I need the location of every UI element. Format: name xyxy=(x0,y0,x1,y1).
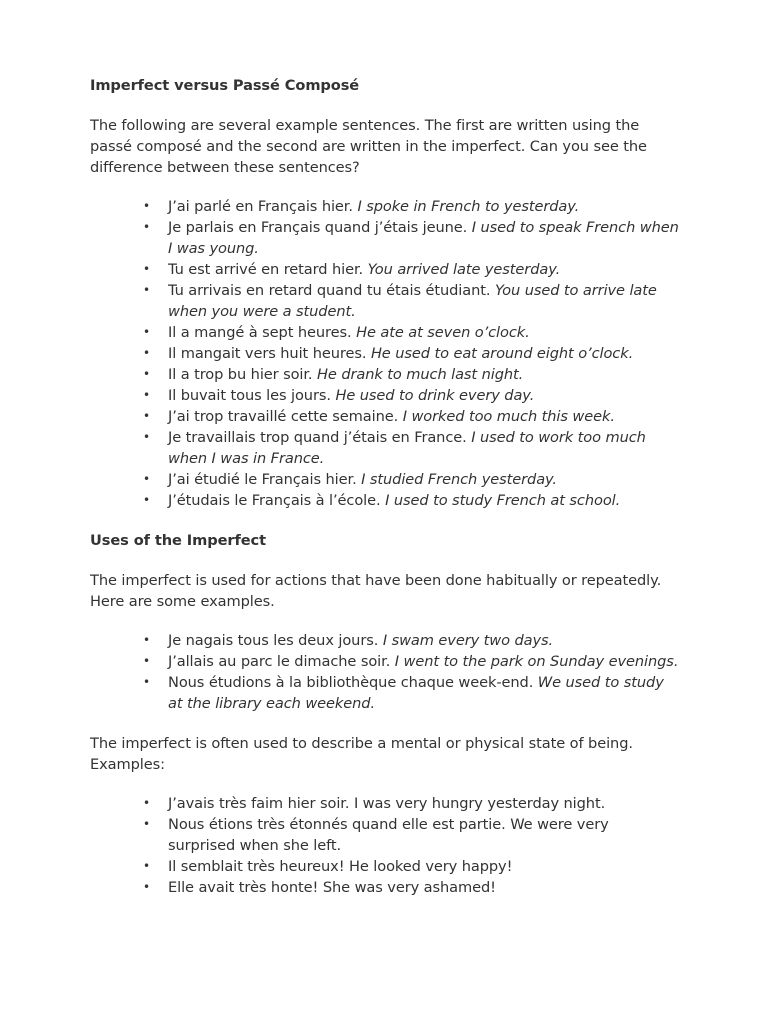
english-translation: I used to speak French when I was young. xyxy=(168,219,679,257)
english-translation: He ate at seven o’clock. xyxy=(356,324,530,341)
list-item xyxy=(143,343,680,364)
english-translation: He looked very happy! xyxy=(349,858,513,875)
list-item xyxy=(143,322,680,343)
french-sentence: Nous étions très étonnés quand elle est partie. xyxy=(168,816,506,833)
french-sentence: J’ai trop travaillé cette semaine. xyxy=(168,408,399,425)
list-item xyxy=(143,469,680,490)
list-item xyxy=(143,490,680,511)
list-item xyxy=(143,217,680,259)
list-item xyxy=(143,877,680,898)
english-translation: She was very ashamed! xyxy=(322,879,496,896)
list-item xyxy=(143,364,680,385)
bullet-icon: • xyxy=(143,817,150,831)
english-translation: I swam every two days. xyxy=(382,632,554,649)
list-item xyxy=(143,406,680,427)
english-translation: We were very surprised when she left. xyxy=(168,816,609,854)
list-item xyxy=(143,856,680,877)
section-heading-imperfect-vs-passe-compose: Imperfect versus Passé Composé xyxy=(90,77,360,94)
french-sentence: J’ai parlé en Français hier. xyxy=(168,198,353,215)
english-translation: You arrived late yesterday. xyxy=(367,261,561,278)
list-item xyxy=(143,814,680,856)
french-sentence: J’ai étudié le Français hier. xyxy=(168,471,357,488)
french-sentence: J’allais au parc le dimache soir. xyxy=(168,653,391,670)
list-item xyxy=(143,385,680,406)
french-sentence: Il semblait très heureux! xyxy=(168,858,345,875)
list-item xyxy=(143,651,680,672)
french-sentence: Il buvait tous les jours. xyxy=(168,387,331,404)
bullet-icon: • xyxy=(143,493,150,507)
example-list-habitual xyxy=(90,630,680,714)
bullet-icon: • xyxy=(143,325,150,339)
french-sentence: Elle avait très honte! xyxy=(168,879,319,896)
example-list-comparison xyxy=(90,196,680,511)
bullet-icon: • xyxy=(143,430,150,444)
english-translation: I worked too much this week. xyxy=(402,408,615,425)
english-translation: He drank to much last night. xyxy=(317,366,524,383)
english-translation: You used to arrive late when you were a student. xyxy=(168,282,657,320)
list-item xyxy=(143,196,680,217)
french-sentence: Il a trop bu hier soir. xyxy=(168,366,313,383)
list-item xyxy=(143,630,680,651)
list-item xyxy=(143,280,680,322)
section-heading-uses-of-imperfect: Uses of the Imperfect xyxy=(90,532,266,549)
french-sentence: J’étudais le Français à l’école. xyxy=(168,492,381,509)
bullet-icon: • xyxy=(143,367,150,381)
french-sentence: J’avais très faim hier soir. xyxy=(168,795,350,812)
english-translation: I was very hungry yesterday night. xyxy=(353,795,606,812)
list-item xyxy=(143,259,680,280)
french-sentence: Je parlais en Français quand j’étais jeune. xyxy=(168,219,468,236)
english-translation: He used to eat around eight o’clock. xyxy=(370,345,634,362)
bullet-icon: • xyxy=(143,262,150,276)
french-sentence: Je nagais tous les deux jours. xyxy=(168,632,379,649)
bullet-icon: • xyxy=(143,199,150,213)
list-item xyxy=(143,793,680,814)
french-sentence: Nous étudions à la bibliothèque chaque week-end. xyxy=(168,674,534,691)
french-sentence: Il mangait vers huit heures. xyxy=(168,345,367,362)
french-sentence: Il a mangé à sept heures. xyxy=(168,324,352,341)
list-item xyxy=(143,672,680,714)
bullet-icon: • xyxy=(143,796,150,810)
state-of-being-intro-paragraph: The imperfect is often used to describe a mental or physical state of being. Examples: xyxy=(90,735,633,773)
english-translation: He used to drink every day. xyxy=(335,387,535,404)
habitual-intro-paragraph: The imperfect is used for actions that have been done habitually or repeatedly. Here are some examples. xyxy=(90,572,662,610)
intro-paragraph: The following are several example sentences. The first are written using the passé composé and the second are written in the imperfect. Can you see the difference between these sentences? xyxy=(90,117,647,176)
french-sentence: Tu est arrivé en retard hier. xyxy=(168,261,364,278)
english-translation: I studied French yesterday. xyxy=(361,471,557,488)
english-translation: I used to work too much when I was in France. xyxy=(168,429,646,467)
example-list-state-of-being xyxy=(90,793,680,898)
french-sentence: Je travaillais trop quand j’étais en France. xyxy=(168,429,467,446)
bullet-icon: • xyxy=(143,283,150,297)
bullet-icon: • xyxy=(143,409,150,423)
english-translation: I used to study French at school. xyxy=(385,492,621,509)
bullet-icon: • xyxy=(143,220,150,234)
bullet-icon: • xyxy=(143,388,150,402)
bullet-icon: • xyxy=(143,654,150,668)
bullet-icon: • xyxy=(143,859,150,873)
french-sentence: Tu arrivais en retard quand tu étais étudiant. xyxy=(168,282,491,299)
list-item xyxy=(143,427,680,469)
bullet-icon: • xyxy=(143,472,150,486)
bullet-icon: • xyxy=(143,346,150,360)
bullet-icon: • xyxy=(143,675,150,689)
english-translation: I spoke in French to yesterday. xyxy=(357,198,580,215)
english-translation: We used to study at the library each weekend. xyxy=(168,674,664,712)
bullet-icon: • xyxy=(143,880,150,894)
bullet-icon: • xyxy=(143,633,150,647)
english-translation: I went to the park on Sunday evenings. xyxy=(394,653,679,670)
